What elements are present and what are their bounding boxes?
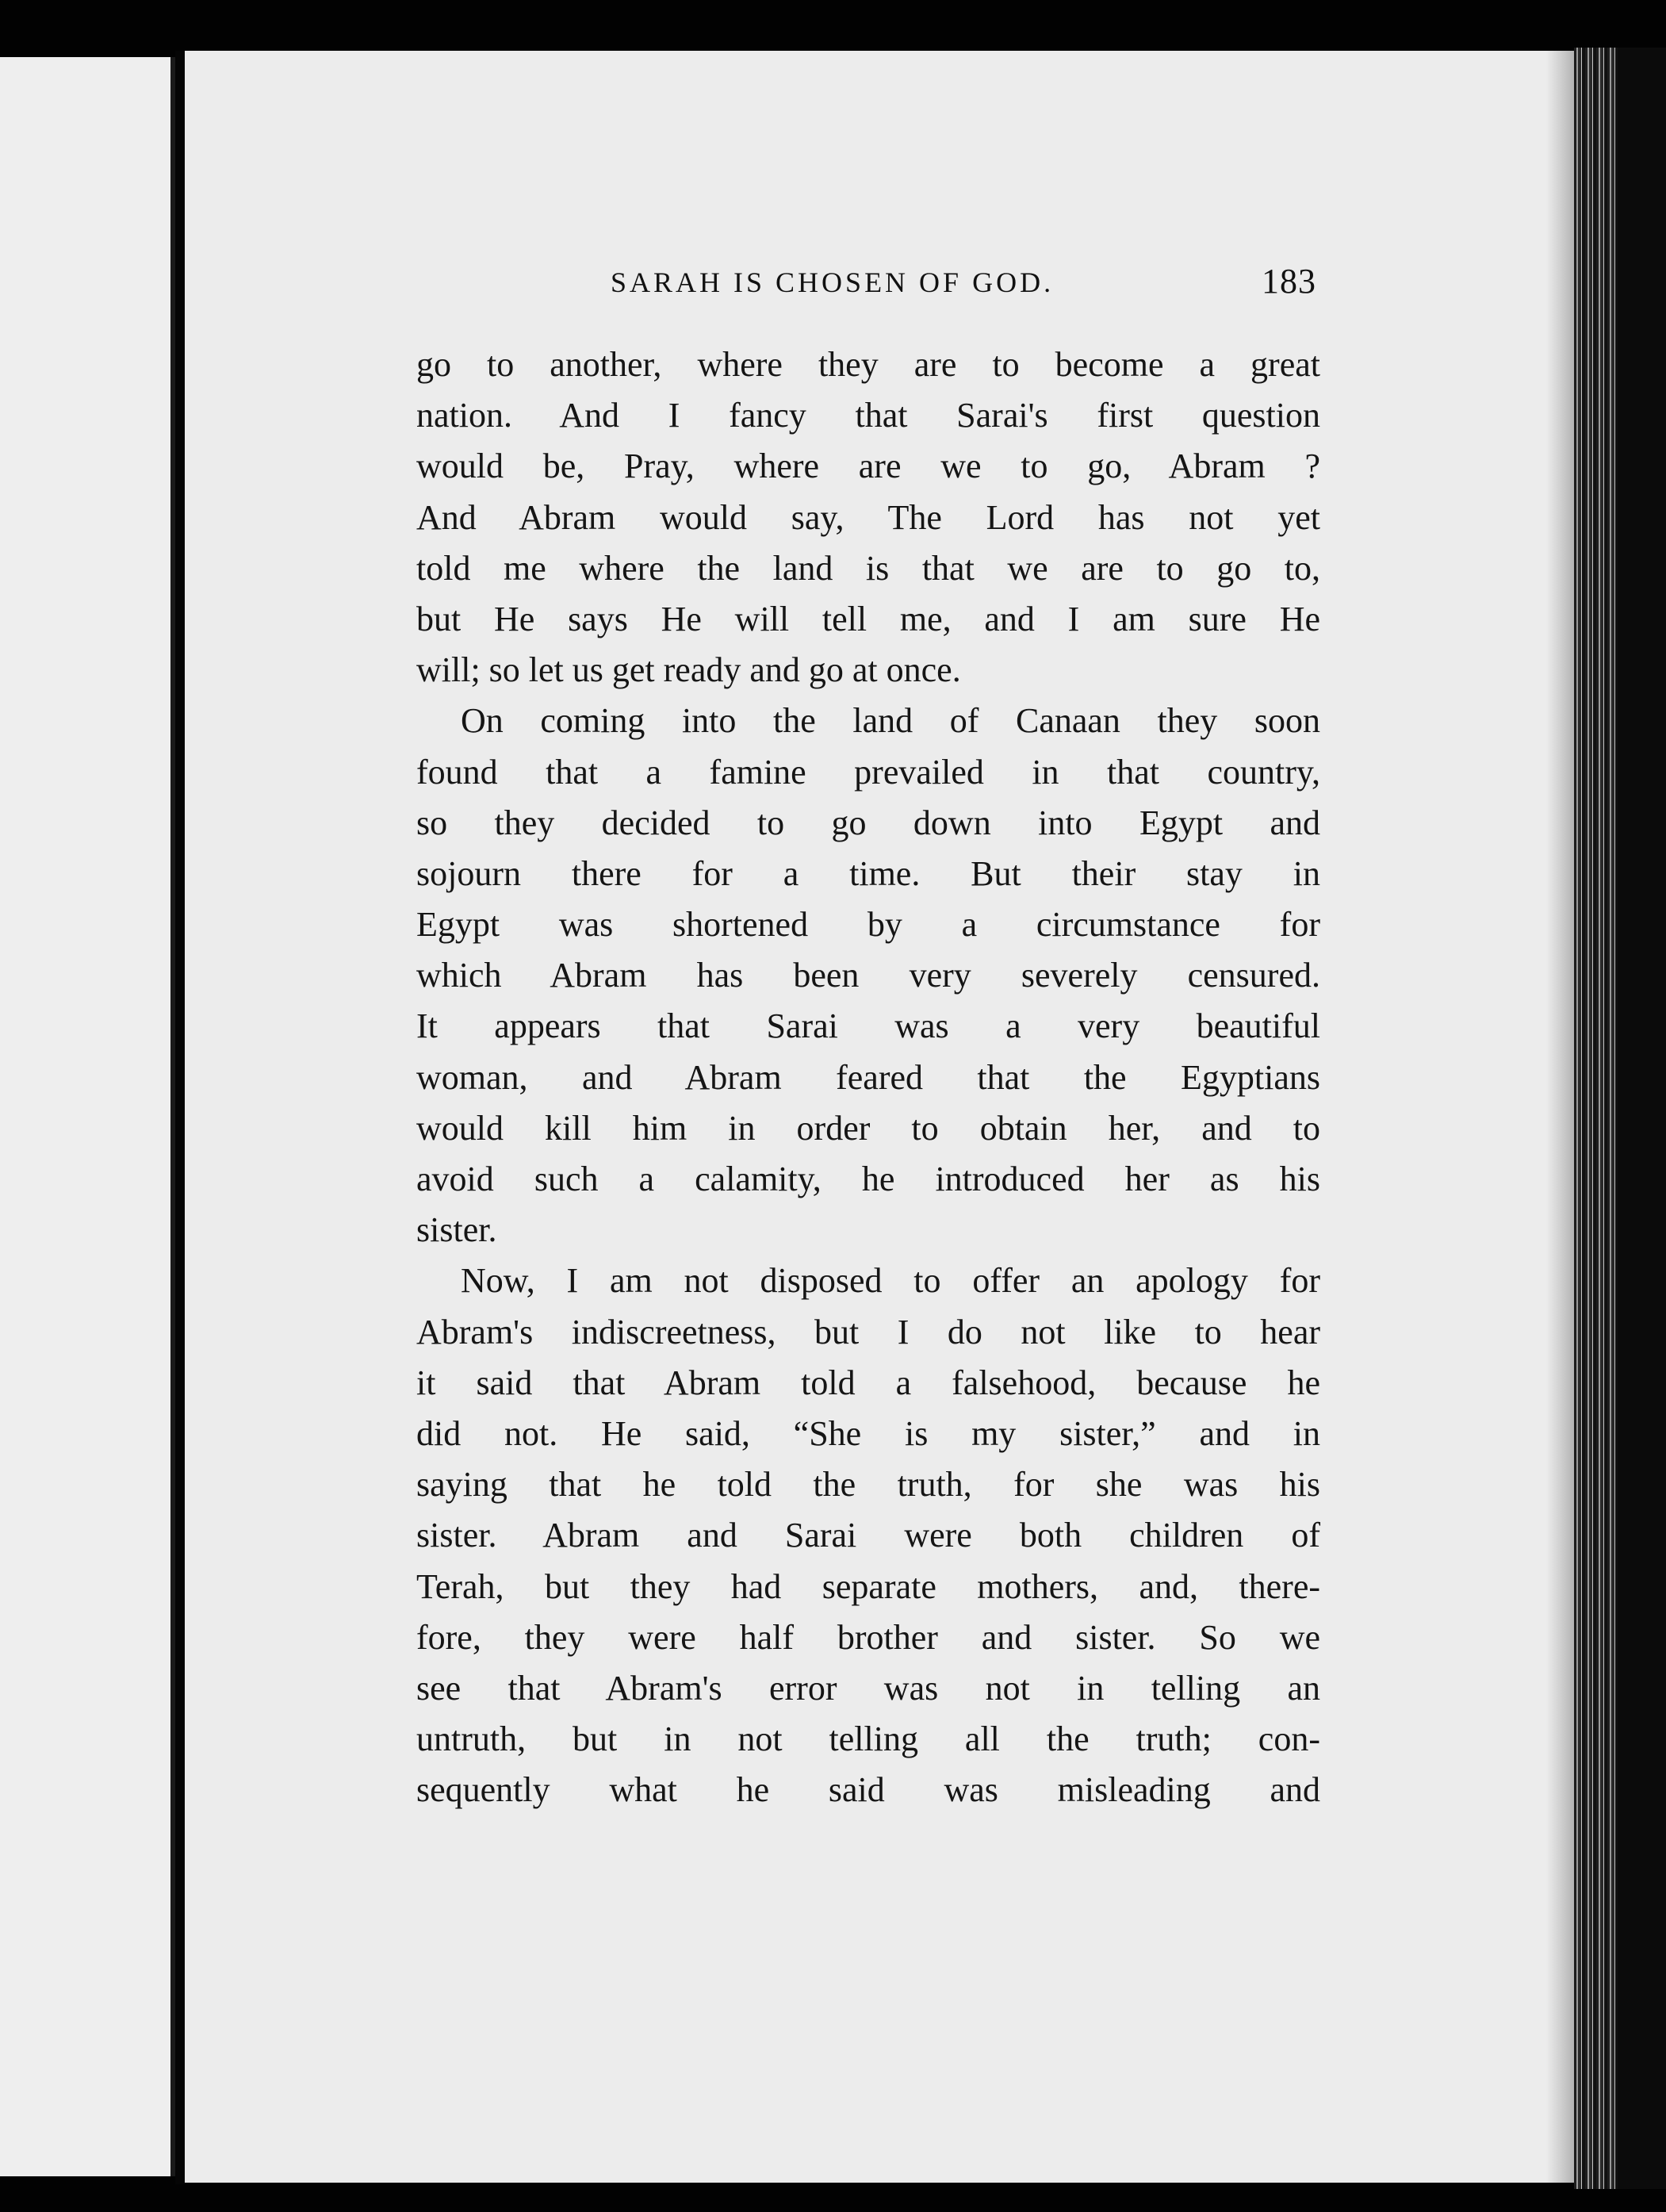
text-line: which Abram has been very severely censured. [416, 956, 1320, 995]
text-line: nation. And I fancy that Sarai's first question [416, 396, 1320, 435]
text-line: avoid such a calamity, he introduced her as his [416, 1160, 1320, 1198]
text-line: Egypt was shortened by a circumstance for [416, 905, 1320, 945]
text-line: see that Abram's error was not in telling an [416, 1668, 1320, 1708]
scan-border-right [1618, 48, 1666, 2189]
text-line: Now, I am not disposed to offer an apology for [461, 1261, 1320, 1301]
text-line: sister. Abram and Sarai were both children of [416, 1516, 1320, 1555]
text-line: sequently what he said was misleading and [416, 1770, 1320, 1810]
body-text [416, 339, 1320, 1815]
facing-page-edge [0, 57, 176, 2176]
text-line: sojourn there for a time. But their stay in [416, 853, 1320, 893]
page-shadow [1546, 51, 1578, 2183]
text-line: On coming into the land of Canaan they soon [461, 701, 1320, 741]
text-line: And Abram would say, The Lord has not yet [416, 497, 1320, 537]
text-line: sister. [416, 1210, 497, 1250]
text-line: It appears that Sarai was a very beautiful [416, 1006, 1320, 1046]
text-line: woman, and Abram feared that the Egyptians [416, 1057, 1320, 1097]
page-number: 183 [1262, 262, 1316, 301]
running-title: SARAH IS CHOSEN OF GOD. [611, 266, 1055, 298]
running-head [412, 262, 1316, 313]
text-line: fore, they were half brother and sister. So we [416, 1617, 1320, 1657]
text-line: found that a famine prevailed in that country, [416, 752, 1320, 792]
text-line: told me where the land is that we are to go to, [416, 548, 1320, 588]
text-line: go to another, where they are to become a great [416, 345, 1320, 384]
text-line: Terah, but they had separate mothers, and, there- [416, 1566, 1320, 1606]
book-gutter [175, 51, 185, 2184]
text-line: Abram's indiscreetness, but I do not like to hear [416, 1312, 1320, 1351]
text-line: would kill him in order to obtain her, and to [416, 1108, 1320, 1148]
text-line: will; so let us get ready and go at once. [416, 650, 961, 690]
text-line: did not. He said, “She is my sister,” and in [416, 1413, 1320, 1453]
text-line: it said that Abram told a falsehood, because he [416, 1363, 1320, 1402]
text-line: untruth, but in not telling all the truth; con- [416, 1719, 1320, 1759]
text-line: saying that he told the truth, for she was his [416, 1465, 1320, 1505]
text-line: would be, Pray, where are we to go, Abram ? [416, 447, 1320, 486]
text-line: so they decided to go down into Egypt and [416, 803, 1320, 842]
text-line: but He says He will tell me, and I am sure He [416, 599, 1320, 638]
